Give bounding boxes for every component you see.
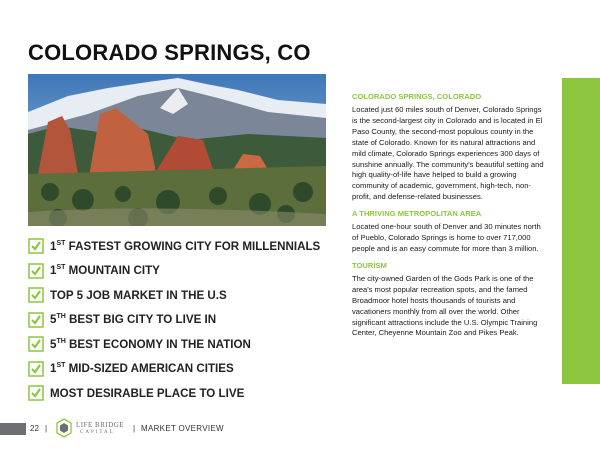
footer-section-label: MARKET OVERVIEW	[141, 424, 224, 433]
highlight-text: 1ST MOUNTAIN CITY	[50, 264, 160, 278]
highlight-item	[28, 332, 328, 357]
section-heading-city: COLORADO SPRINGS, COLORADO	[352, 92, 482, 101]
section-body-tourism: The city-owned Garden of the Gods Park is one of the area's most popular recreation spots, and the famed Broadmoor hotel hosts thousands of tourists and vacationers monthly from all over the world. Other significant attractions include the U.S. Olympic Training Center, Cheyenne Mountain Zoo and Pikes Peak.	[352, 273, 538, 338]
highlight-text: 5TH BEST ECONOMY IN THE NATION	[50, 337, 251, 351]
footer-tab	[0, 423, 26, 435]
highlight-item	[28, 283, 328, 308]
highlights-list	[28, 234, 328, 406]
colorado-landscape-photo	[28, 74, 326, 226]
highlight-item	[28, 381, 328, 406]
highlight-text: TOP 5 JOB MARKET IN THE U.S	[50, 288, 227, 302]
check-icon	[28, 238, 44, 254]
section-heading-tourism: TOURISM	[352, 260, 387, 270]
highlight-item	[28, 234, 328, 259]
accent-bar	[562, 78, 600, 384]
check-icon	[28, 385, 44, 401]
page-title: COLORADO SPRINGS, CO	[28, 40, 311, 65]
highlight-text: 1ST FASTEST GROWING CITY FOR MILLENNIALS	[50, 239, 321, 253]
footer	[0, 418, 600, 442]
highlight-item	[28, 357, 328, 382]
page-number: 22	[30, 424, 39, 433]
check-icon	[28, 336, 44, 352]
section-body-city: Located just 60 miles south of Denver, Colorado Springs is the second-largest city in Colorado and is located in El Paso County, the second-most populous county in the state of Colorado. Known for its natural attractions and mild climate, Colorado Springs experiences 300 days of sunshine annually. The community's beautiful setting and high quality-of-life have helped to build a growing community of academic, government, high-tech, non-profit, and defense-related businesses.	[352, 105, 544, 202]
section-heading-metro: A THRIVING METROPOLITAN AREA	[352, 209, 482, 219]
check-icon	[28, 361, 44, 377]
landscape-illustration	[28, 74, 326, 226]
highlight-item	[28, 308, 328, 333]
section-body-metro: Located one-hour south of Denver and 30 minutes north of Pueblo, Colorado Springs is home to over 717,000 people and is an easy commute for more than 3 million.	[352, 222, 541, 253]
info-column	[352, 92, 548, 345]
footer-separator: |	[133, 424, 136, 433]
check-icon	[28, 263, 44, 279]
highlight-item	[28, 259, 328, 284]
footer-separator: |	[45, 424, 48, 433]
highlight-text: MOST DESIRABLE PLACE TO LIVE	[50, 386, 245, 400]
check-icon	[28, 287, 44, 303]
check-icon	[28, 312, 44, 328]
logo-subtitle: CAPITAL	[80, 430, 115, 435]
highlight-text: 5TH BEST BIG CITY TO LIVE IN	[50, 313, 217, 327]
logo-icon	[56, 418, 72, 438]
logo-name: LIFE BRIDGE	[76, 421, 125, 429]
highlight-text: 1ST MID-SIZED AMERICAN CITIES	[50, 362, 234, 376]
